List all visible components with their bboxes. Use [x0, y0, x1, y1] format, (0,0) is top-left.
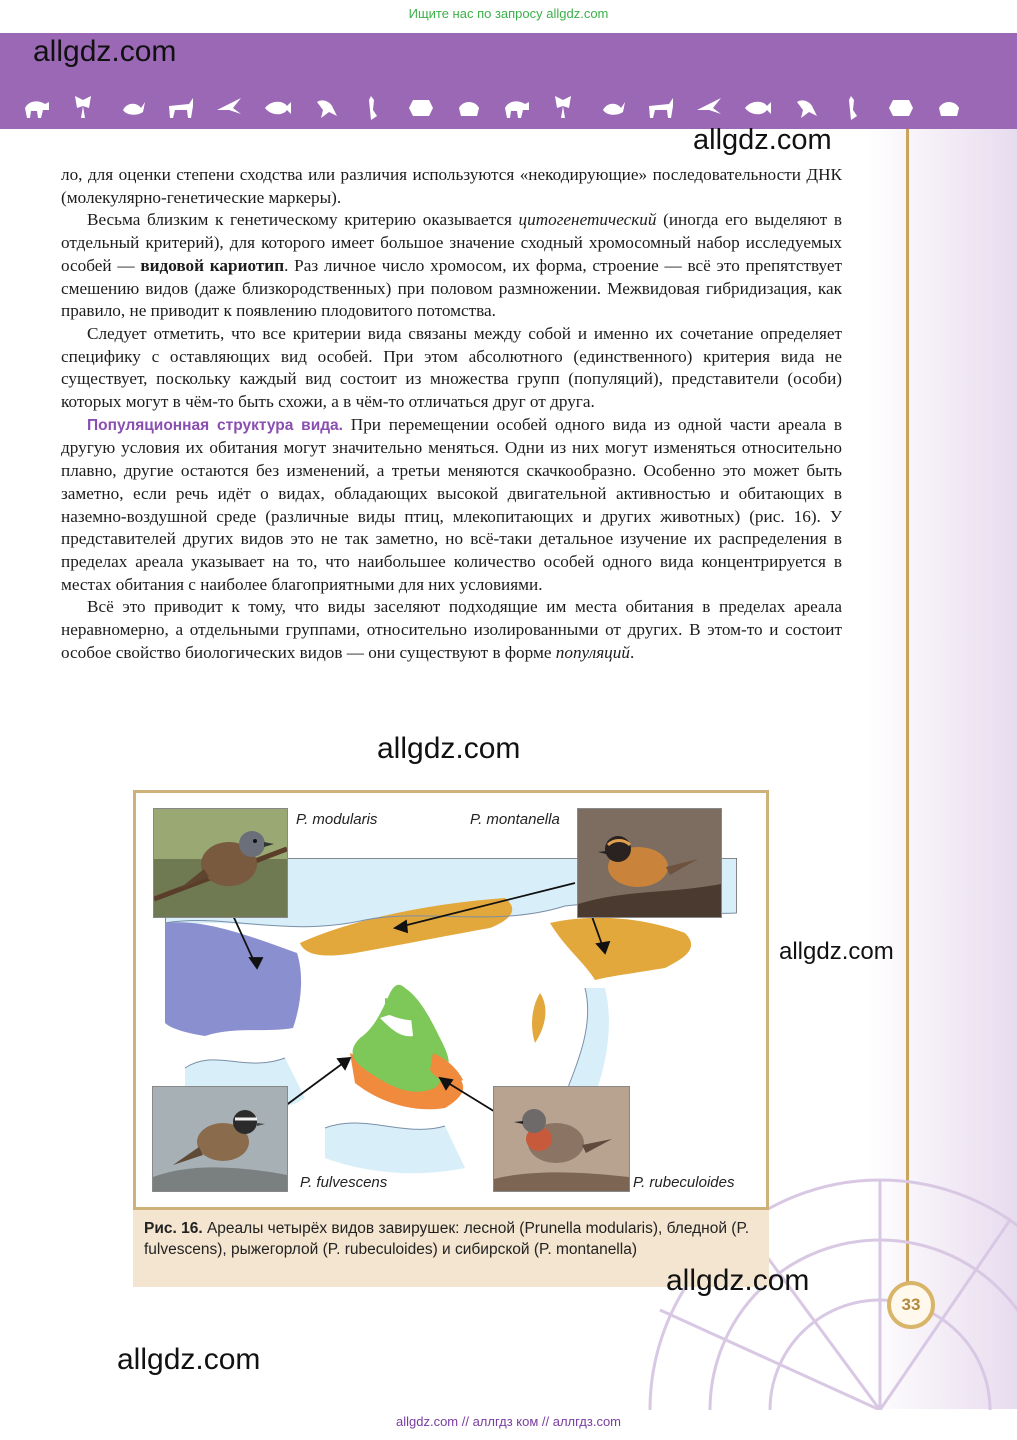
scorpion-icon	[123, 102, 145, 115]
footer-links: allgdz.com // аллгдз ком // аллгдз.com	[395, 1414, 622, 1429]
watermark: allgdz.com	[666, 1264, 810, 1297]
watermark: allgdz.com	[377, 732, 521, 765]
seahorse-icon	[939, 102, 959, 116]
label-p-rubeculoides: P. rubeculoides	[633, 1174, 735, 1191]
photo-p-fulvescens	[152, 1086, 288, 1192]
header-banner	[0, 33, 1017, 129]
lizard-icon	[317, 100, 337, 118]
bear-icon	[25, 101, 49, 118]
gold-margin-line	[906, 129, 909, 1294]
lizard-icon	[889, 100, 913, 116]
section-heading: Популяционная структура вида.	[87, 416, 343, 434]
antelope-icon	[745, 102, 771, 115]
animal-icons-strip	[20, 93, 980, 123]
butterfly-icon	[75, 96, 91, 118]
butterfly-icon	[603, 102, 625, 115]
insect-icon	[409, 100, 433, 116]
photo-p-montanella	[577, 808, 722, 918]
bear-icon	[649, 98, 673, 118]
beetle-icon	[459, 102, 479, 116]
paragraph: Популяционная структура вида. При перемещении особей одного вида из одной части ареала в другую условия их обитания могут значительно меняться. Одни из них могут изменяться относительно плавно, другие остаются без изменений, а третьи меняются скачкообразно. Особенно это может быть заметно, если речь идёт о видах, обладающих высокой двигательной активностью и обитающих в наземно-воздушной среде (различные виды птиц, млекопитающих и других животных) (рис. 16). У представителей других видов это не так заметно, но всё-таки детальное изучение их распределения в пределах ареала указывает на то, что наибольшее количество особей одного вида концентрируется в местах обитания с наиболее благоприятными для них условиями.	[61, 414, 842, 594]
label-p-montanella: P. montanella	[470, 811, 560, 828]
top-search-note: Ищите нас по запросу allgdz.com	[408, 6, 609, 21]
paragraph: Всё это приводит к тому, что виды заселяют подходящие им места обитания в пределах ареала неравномерно, а отдельными группами, относительно изолированными от других. В этом-то и состоит особое свойство биологических видов — они существуют в форме популяций.	[61, 597, 842, 662]
figure-number: Рис. 16.	[144, 1220, 203, 1237]
emphasis: цитогенетический	[518, 210, 657, 230]
monkey-icon	[505, 101, 529, 118]
seahorse-icon	[369, 96, 377, 120]
banner-logo: allgdz.com	[33, 35, 177, 68]
bold-term: видовой кариотип	[140, 255, 285, 275]
paragraph: Весьма близким к генетическому критерию оказывается цитогенетический (иногда его выделяют в отдельный критерий), для которого имеет большое значение сходный хромосомный набор исследуемых особей — видовой кариотип. Раз личное число хромосом, их форма, строение — всё это препятствует смешению видов (даже близкородственных) при половом размножении. Межвидовая гибридизация, как правило, не приводит к появлению плодовитого потомства.	[61, 210, 842, 321]
figure-caption: Рис. 16. Ареалы четырёх видов завирушек: лесной (Prunella modularis), бледной (P. fulvescens), рыжегорлой (P. rubeculoides) и сибирской (P. montanella)	[133, 1210, 769, 1287]
watermark: allgdz.com	[693, 124, 832, 156]
label-p-fulvescens: P. fulvescens	[300, 1174, 388, 1191]
bird-icon	[217, 98, 241, 114]
watermark: allgdz.com	[779, 938, 894, 965]
fish-icon	[849, 96, 857, 120]
page-number: 33	[887, 1281, 935, 1329]
photo-p-rubeculoides	[493, 1086, 630, 1192]
bird-icon	[797, 100, 817, 118]
frog-icon	[555, 96, 571, 118]
fish-icon	[265, 102, 291, 115]
paragraph: ло, для оценки степени сходства или различия используются «некодирующие» последовательности ДНК (молекулярно-генетические маркеры).	[61, 165, 842, 207]
paragraph: Следует отметить, что все критерии вида связаны между собой и именно их сочетание определяет специфику с оставляющих вид особей. При этом абсолютного (единственного) критерия вида не существует, поскольку каждый вид состоит из множества групп (популяций), представители (особи) которых могут в чём-то быть схожи, а в чём-то отличаться друг от друга.	[61, 323, 842, 412]
watermark: allgdz.com	[117, 1343, 261, 1376]
emphasis: популяций	[555, 642, 630, 662]
photo-p-modularis	[153, 808, 288, 918]
antelope-icon	[169, 98, 193, 118]
scorpion-icon	[697, 98, 721, 114]
label-p-modularis: P. modularis	[296, 811, 378, 828]
body-text	[61, 164, 842, 664]
